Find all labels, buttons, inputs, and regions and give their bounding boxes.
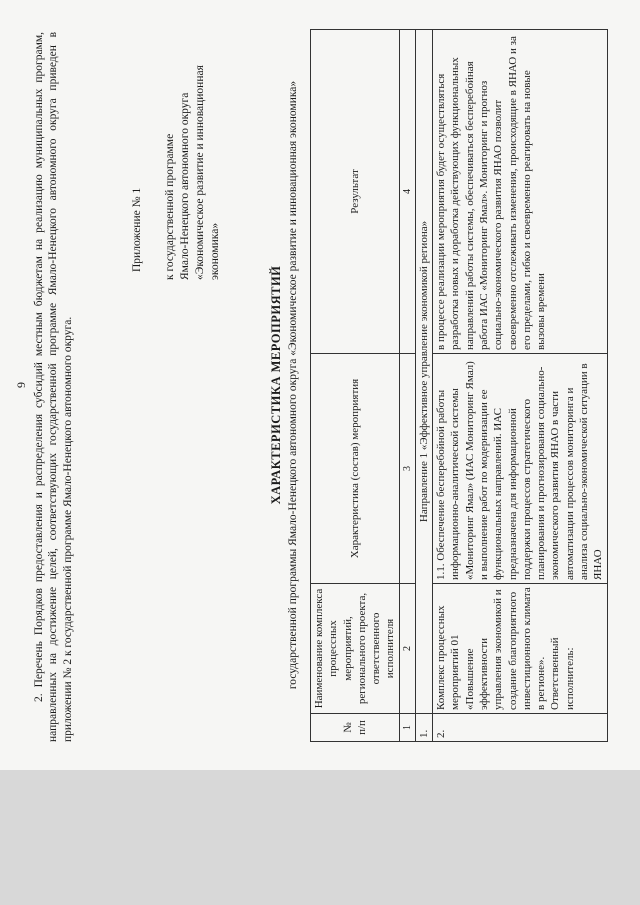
subtitle: государственной программы Ямало-Ненецкого автономного округа «Экономическое развитие и инновационная экономика» <box>287 80 299 690</box>
main-title: ХАРАКТЕРИСТИКА МЕРОПРИЯТИЙ <box>269 265 283 505</box>
direction-row <box>415 30 432 742</box>
column-number: 2 <box>399 584 415 714</box>
header-cell-result: Результат <box>311 30 400 354</box>
header-cell-characteristic: Характеристика (состав) мероприятия <box>311 354 400 584</box>
appendix-block <box>130 30 223 280</box>
rotated-document-page <box>10 20 605 750</box>
row-result: в процессе реализации мероприятия будет осуществляться разработка новых и доработка действующих функциональных направлений работы системы, обеспечиваться бесперебойная работа ИАС «Мониторинг Ямал». Мониторинг и прогноз социально-экономического развития ЯНАО позволит своевременно отслеживать изменения, происходящие в ЯНАО и за его пределами, гибко и своевременно реагировать на новые вызовы времени <box>433 30 608 354</box>
table-row <box>433 30 608 742</box>
row-name: Комплекс процессных мероприятий 01 «Повышение эффективности управления экономикой и создание благоприятного инвестиционного климата в регионе». Ответственный исполнитель: <box>433 584 608 714</box>
appendix-title: Приложение № 1 <box>131 187 143 272</box>
appendix-line: Ямало-Ненецкого автономного округа <box>178 92 191 280</box>
column-number-row <box>399 30 415 742</box>
page-number: 9 <box>14 382 28 388</box>
header-cell-name: Наименование комплекса процессных мероприятий, регионального проекта, ответственного исполнителя <box>311 584 400 714</box>
column-number: 4 <box>399 30 415 354</box>
direction-text: Направление 1 «Эффективное управление экономикой региона» <box>415 30 432 714</box>
column-number: 3 <box>399 354 415 584</box>
header-cell-num: № п/п <box>311 714 400 742</box>
row-characteristic: 1.1. Обеспечение бесперебойной работы информационно-аналитической системы «Мониторинг Ямал» (ИАС Мониторинг Ямал) и выполнение работ по модернизации ее функциональных направлений. ИАС предназначена для информационной поддержки процессов стратегического планирования и прогнозирования социально-экономического развития ЯНАО в части автоматизации процессов мониторинга и анализа социально-экономической ситуации в ЯНАО <box>433 354 608 584</box>
scan-background <box>0 770 640 905</box>
table-header-row <box>311 30 400 742</box>
appendix-line: экономика» <box>208 222 221 280</box>
appendix-line: «Экономическое развитие и инновационная <box>193 65 206 280</box>
appendix-line: к государственной программе <box>163 133 176 280</box>
row-num: 2. <box>433 714 608 742</box>
direction-num: 1. <box>415 714 432 742</box>
column-number: 1 <box>399 714 415 742</box>
events-table <box>310 29 608 742</box>
intro-paragraph: 2. Перечень Порядков предоставления и распределения субсидий местным бюджетам на реализацию муниципальных программ, направленных на достижение целей, соответствующих государственной программе Ямало-Ненецкого автономного округа приведен в приложении № 2 к государственной программе Ямало-Ненецкого автономного округа. <box>33 32 74 742</box>
